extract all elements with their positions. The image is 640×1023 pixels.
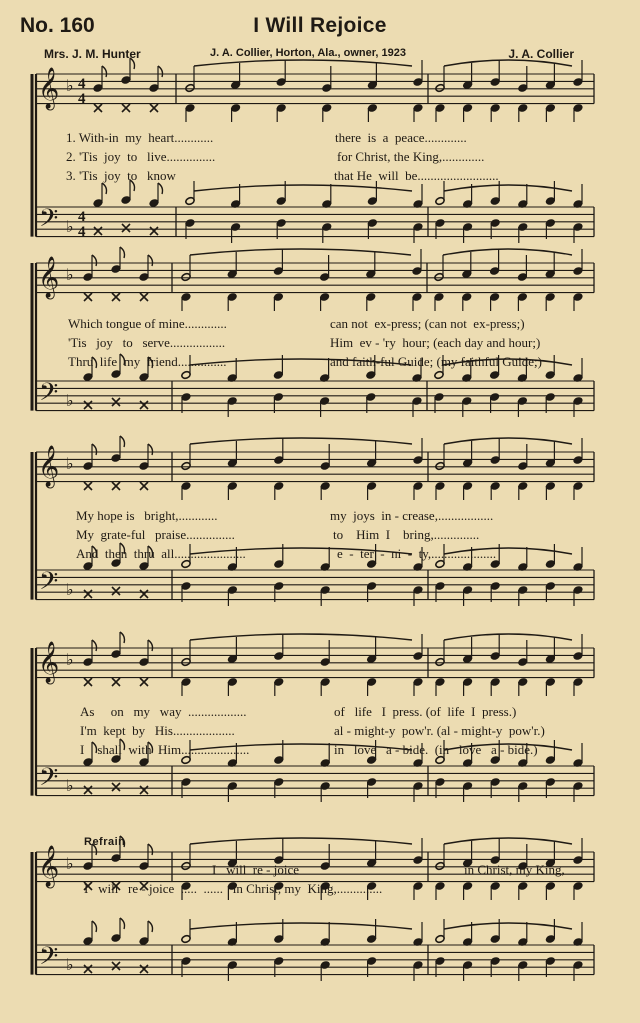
lyric-line: al - might-y pow'r. (al - might-y pow'r.) — [334, 723, 545, 738]
note-flag — [120, 632, 125, 643]
lyric-line: that He will be......................... — [334, 168, 499, 183]
tie-arc — [190, 838, 412, 844]
bass-staff — [36, 207, 594, 237]
note-flag — [92, 255, 97, 266]
treble-clef-icon: 𝄞 — [38, 257, 60, 298]
rest-symbol — [140, 293, 148, 301]
treble-clef-icon: 𝄞 — [38, 846, 60, 887]
note-flag — [92, 844, 97, 855]
time-signature: 4 — [78, 91, 86, 107]
note-flag — [120, 836, 125, 847]
treble-clef-icon: 𝄞 — [38, 68, 60, 109]
lyric-line: e - ter - ni - ty,.................... — [337, 546, 497, 561]
lyric-line: Him ev - 'ry hour; (each day and hour;) — [330, 335, 541, 350]
bass-clef-icon: 𝄢 — [39, 567, 59, 602]
note-flag — [130, 58, 135, 69]
time-signature: 4 — [78, 209, 86, 225]
lyric-line: My grate-ful praise............... — [76, 527, 235, 542]
rest-symbol — [94, 104, 102, 112]
rest-symbol — [112, 482, 120, 490]
rest-symbol — [112, 962, 120, 970]
note-flag — [158, 183, 163, 194]
rest-symbol — [84, 965, 92, 973]
flat-key-signature: ♭ — [66, 219, 74, 236]
rest-symbol — [140, 401, 148, 409]
lyric-line: 3. 'Tis joy to know — [66, 168, 176, 183]
music-system — [32, 247, 594, 417]
note-flag — [148, 444, 153, 455]
tie-arc — [444, 634, 572, 640]
tie-arc — [444, 923, 572, 929]
bass-clef-icon: 𝄢 — [39, 378, 59, 413]
rest-symbol — [112, 293, 120, 301]
lyric-line: to Him I bring,.............. — [333, 527, 480, 542]
treble-staff — [36, 74, 594, 104]
note-flag — [92, 921, 97, 932]
lyric-line: can not ex-press; (can not ex-press;) — [330, 316, 525, 331]
bass-clef-icon: 𝄢 — [39, 942, 59, 977]
note-flag — [148, 640, 153, 651]
treble-clef-icon: 𝄞 — [38, 642, 60, 683]
lyric-line: in love a - bide. (in love a - bide.) — [334, 742, 538, 757]
rest-symbol — [140, 482, 148, 490]
note-flag — [158, 66, 163, 77]
flat-key-signature: ♭ — [66, 778, 74, 795]
tie-arc — [444, 185, 572, 191]
lyric-line: Thru life my friend............... — [68, 354, 227, 369]
rest-symbol — [140, 590, 148, 598]
tie-arc — [443, 249, 572, 255]
rest-symbol — [150, 104, 158, 112]
tie-arc — [444, 838, 572, 844]
note-flag — [120, 247, 125, 258]
rest-symbol — [84, 293, 92, 301]
time-signature: 4 — [78, 76, 86, 92]
rest-symbol — [84, 786, 92, 794]
rest-symbol — [122, 224, 130, 232]
lyric-line: there is a peace............. — [335, 130, 467, 145]
tie-arc — [444, 60, 572, 66]
flat-key-signature: ♭ — [66, 582, 74, 599]
lyric-line: 2. 'Tis joy to live............... — [66, 149, 216, 164]
rest-symbol — [94, 227, 102, 235]
time-signature: 4 — [78, 224, 86, 240]
lyric-line: 'Tis joy to serve................. — [68, 335, 226, 350]
lyric-line: I will re - joice — [212, 862, 299, 877]
flat-key-signature: ♭ — [66, 957, 74, 974]
rest-symbol — [112, 587, 120, 595]
note-flag — [148, 921, 153, 932]
lyric-line: My hope is bright,............ — [76, 508, 218, 523]
rest-symbol — [84, 401, 92, 409]
note-flag — [92, 640, 97, 651]
lyric-line: in Christ, my King, — [464, 862, 565, 877]
flat-key-signature: ♭ — [66, 856, 74, 873]
lyric-line: of life I press. (of life I press.) — [334, 704, 517, 719]
tie-arc — [194, 60, 412, 66]
note-flag — [148, 844, 153, 855]
rest-symbol — [84, 482, 92, 490]
lyric-line: I will re - joice ..... ...... in Christ, my King,.............. — [84, 881, 383, 896]
tie-arc — [190, 438, 412, 444]
rest-symbol — [122, 104, 130, 112]
note-flag — [92, 444, 97, 455]
lyric-line: 1. With-in my heart............ — [66, 130, 214, 145]
flat-key-signature: ♭ — [66, 393, 74, 410]
note-flag — [102, 66, 107, 77]
rest-symbol — [84, 678, 92, 686]
refrain-label: Refrain — [84, 836, 126, 848]
lyric-line: Which tongue of mine............. — [68, 316, 227, 331]
composer-credit: J. A. Collier — [508, 47, 574, 61]
flat-key-signature: ♭ — [66, 652, 74, 669]
tie-arc — [444, 438, 572, 444]
rest-symbol — [140, 678, 148, 686]
lyric-line: I shall with Him..................... — [80, 742, 250, 757]
lyric-line: for Christ, the King,............. — [337, 149, 485, 164]
lyric-line: my joys in - crease,................. — [330, 508, 494, 523]
note-flag — [102, 183, 107, 194]
treble-clef-icon: 𝄞 — [38, 446, 60, 487]
tie-arc — [190, 923, 412, 929]
lyric-line: As on my way .................. — [80, 704, 247, 719]
flat-key-signature: ♭ — [66, 267, 74, 284]
rest-symbol — [140, 965, 148, 973]
lyricist-credit: Mrs. J. M. Hunter — [44, 47, 141, 61]
rest-symbol — [112, 398, 120, 406]
rest-symbol — [150, 227, 158, 235]
tie-arc — [194, 185, 412, 191]
lyric-line: And then thru all...................... — [76, 546, 246, 561]
hymn-title: I Will Rejoice — [253, 14, 387, 37]
copyright-notice: J. A. Collier, Horton, Ala., owner, 1923 — [210, 47, 407, 59]
note-flag — [148, 255, 153, 266]
bass-clef-icon: 𝄢 — [39, 763, 59, 798]
rest-symbol — [140, 786, 148, 794]
lyric-line: and faith-ful Guide; (my faithful Guide;) — [330, 354, 542, 369]
bass-clef-icon: 𝄢 — [39, 204, 59, 239]
rest-symbol — [112, 783, 120, 791]
note-flag — [120, 918, 125, 929]
tie-arc — [190, 249, 411, 255]
note-flag — [120, 436, 125, 447]
lyric-line: I'm kept by His................... — [80, 723, 235, 738]
flat-key-signature: ♭ — [66, 456, 74, 473]
tie-arc — [190, 634, 412, 640]
flat-key-signature: ♭ — [66, 78, 74, 95]
hymn-number: No. 160 — [20, 14, 95, 37]
rest-symbol — [112, 678, 120, 686]
rest-symbol — [84, 590, 92, 598]
